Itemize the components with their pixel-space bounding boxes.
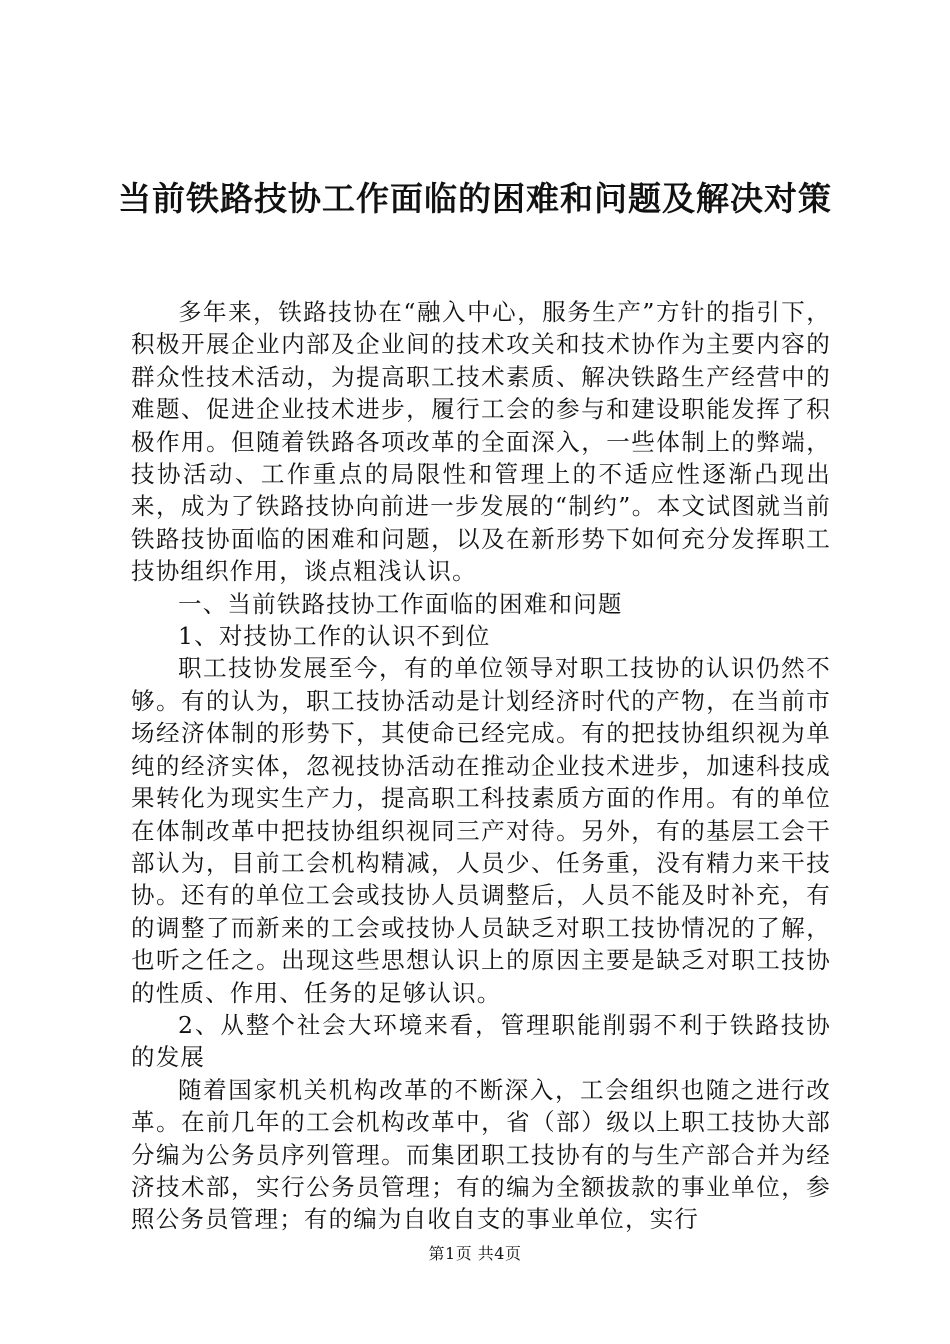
subsection-heading-2: 2、从整个社会大环境来看，管理职能削弱不利于铁路技协的发展 [131,1010,831,1072]
document-title: 当前铁路技协工作面临的困难和问题及解决对策 [118,179,832,218]
paragraph-awareness: 职工技协发展至今，有的单位领导对职工技协的认识仍然不够。有的认为，职工技协活动是计划经济时代的产物，在当前市场经济体制的形势下，其使命已经完成。有的把技协组织视为单纯的经济实体，忽视技协活动在推动企业技术进步，加速科技成果转化为现实生产力，提高职工科技素质方面的作用。有的单位在体制改革中把技协组织视同三产对待。另外，有的基层工会干部认为，目前工会机构精减，人员少、任务重，没有精力来干技协。还有的单位工会或技协人员调整后，人员不能及时补充，有的调整了而新来的工会或技协人员缺乏对职工技协情况的了解，也听之任之。出现这些思想认识上的原因主要是缺乏对职工技协的性质、作用、任务的足够认识。 [131,654,831,1007]
page-footer: 第1页 共4页 [428,1244,522,1263]
subsection-heading-1: 1、对技协工作的认识不到位 [178,622,491,651]
section-heading-1: 一、当前铁路技协工作面临的困难和问题 [178,589,623,618]
paragraph-intro: 多年来，铁路技协在“融入中心，服务生产”方针的指引下，积极开展企业内部及企业间的技术攻关和技术协作为主要内容的群众性技术活动，为提高职工技术素质、解决铁路生产经营中的难题、促进企业技术进步，履行工会的参与和建设职能发挥了积极作用。但随着铁路各项改革的全面深入，一些体制上的弊端，技协活动、工作重点的局限性和管理上的不适应性逐渐凸现出来，成为了铁路技协向前进一步发展的“制约”。本文试图就当前铁路技协面临的困难和问题，以及在新形势下如何充分发挥职工技协组织作用，谈点粗浅认识。 [131,298,831,586]
document-body [131,296,831,1236]
paragraph-reform: 随着国家机关机构改革的不断深入，工会组织也随之进行改革。在前几年的工会机构改革中，省（部）级以上职工技协大部分编为公务员序列管理。而集团职工技协有的与生产部合并为经济技术部，实行公务员管理；有的编为全额拔款的事业单位，参照公务员管理；有的编为自收自支的事业单位，实行 [131,1075,831,1234]
